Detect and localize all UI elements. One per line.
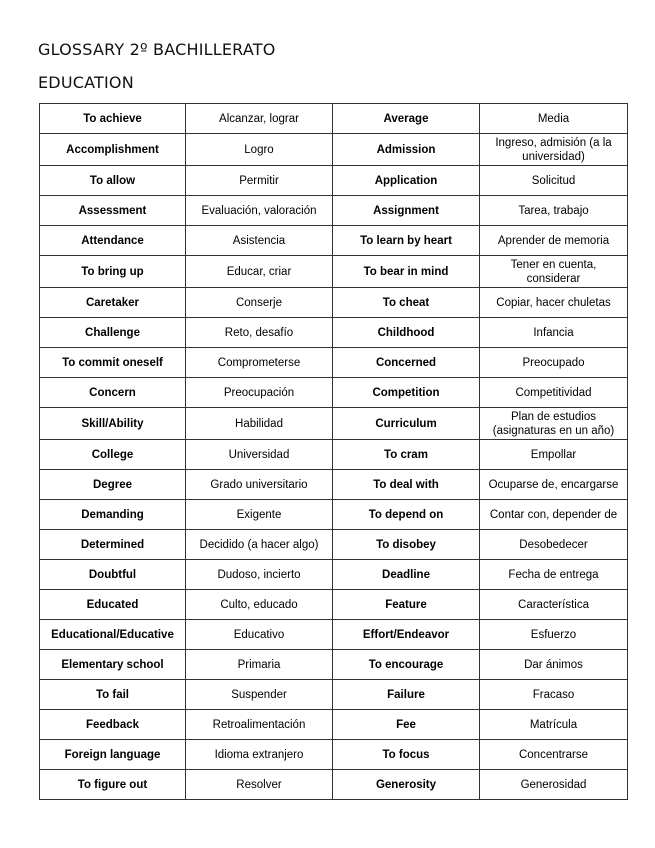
table-row	[40, 256, 628, 288]
table-row	[40, 104, 628, 134]
english-term: To deal with	[333, 470, 480, 500]
spanish-translation: Culto, educado	[186, 590, 333, 620]
english-term: To encourage	[333, 650, 480, 680]
spanish-translation: Desobedecer	[480, 530, 628, 560]
spanish-translation: Retroalimentación	[186, 710, 333, 740]
english-term: Competition	[333, 378, 480, 408]
table-row	[40, 166, 628, 196]
english-term: To achieve	[40, 104, 186, 134]
spanish-translation: Copiar, hacer chuletas	[480, 288, 628, 318]
english-term: College	[40, 440, 186, 470]
spanish-translation: Idioma extranjero	[186, 740, 333, 770]
english-term: To learn by heart	[333, 226, 480, 256]
spanish-translation: Esfuerzo	[480, 620, 628, 650]
spanish-translation: Exigente	[186, 500, 333, 530]
spanish-translation: Universidad	[186, 440, 333, 470]
table-row	[40, 710, 628, 740]
table-row	[40, 440, 628, 470]
english-term: To bring up	[40, 256, 186, 288]
spanish-translation: Asistencia	[186, 226, 333, 256]
english-term: Degree	[40, 470, 186, 500]
english-term: Feedback	[40, 710, 186, 740]
english-term: Fee	[333, 710, 480, 740]
spanish-translation: Tarea, trabajo	[480, 196, 628, 226]
english-term: Assignment	[333, 196, 480, 226]
spanish-translation: Suspender	[186, 680, 333, 710]
table-row	[40, 348, 628, 378]
spanish-translation: Fracaso	[480, 680, 628, 710]
english-term: To bear in mind	[333, 256, 480, 288]
english-term: Assessment	[40, 196, 186, 226]
english-term: Curriculum	[333, 408, 480, 440]
table-row	[40, 620, 628, 650]
english-term: Feature	[333, 590, 480, 620]
english-term: Educational/Educative	[40, 620, 186, 650]
spanish-translation: Primaria	[186, 650, 333, 680]
spanish-translation: Matrícula	[480, 710, 628, 740]
spanish-translation: Comprometerse	[186, 348, 333, 378]
table-row	[40, 560, 628, 590]
english-term: To figure out	[40, 770, 186, 800]
table-row	[40, 470, 628, 500]
english-term: Childhood	[333, 318, 480, 348]
spanish-translation: Reto, desafío	[186, 318, 333, 348]
english-term: To fail	[40, 680, 186, 710]
table-row	[40, 740, 628, 770]
document-title: GLOSSARY 2º BACHILLERATO	[38, 40, 276, 59]
english-term: To cram	[333, 440, 480, 470]
spanish-translation: Infancia	[480, 318, 628, 348]
section-heading: EDUCATION	[38, 73, 134, 92]
english-term: Skill/Ability	[40, 408, 186, 440]
spanish-translation: Logro	[186, 134, 333, 166]
table-row	[40, 590, 628, 620]
spanish-translation: Tener en cuenta, considerar	[480, 256, 628, 288]
english-term: To commit oneself	[40, 348, 186, 378]
english-term: Application	[333, 166, 480, 196]
spanish-translation: Educar, criar	[186, 256, 333, 288]
glossary-body	[40, 104, 628, 800]
english-term: Deadline	[333, 560, 480, 590]
spanish-translation: Ingreso, admisión (a la universidad)	[480, 134, 628, 166]
english-term: Elementary school	[40, 650, 186, 680]
table-row	[40, 650, 628, 680]
english-term: To allow	[40, 166, 186, 196]
spanish-translation: Decidido (a hacer algo)	[186, 530, 333, 560]
spanish-translation: Resolver	[186, 770, 333, 800]
english-term: Admission	[333, 134, 480, 166]
spanish-translation: Plan de estudios (asignaturas en un año)	[480, 408, 628, 440]
spanish-translation: Media	[480, 104, 628, 134]
english-term: To cheat	[333, 288, 480, 318]
spanish-translation: Permitir	[186, 166, 333, 196]
spanish-translation: Alcanzar, lograr	[186, 104, 333, 134]
spanish-translation: Grado universitario	[186, 470, 333, 500]
table-row	[40, 196, 628, 226]
spanish-translation: Dar ánimos	[480, 650, 628, 680]
spanish-translation: Educativo	[186, 620, 333, 650]
spanish-translation: Concentrarse	[480, 740, 628, 770]
spanish-translation: Ocuparse de, encargarse	[480, 470, 628, 500]
english-term: Attendance	[40, 226, 186, 256]
english-term: Accomplishment	[40, 134, 186, 166]
glossary-table	[39, 103, 628, 800]
spanish-translation: Conserje	[186, 288, 333, 318]
spanish-translation: Habilidad	[186, 408, 333, 440]
spanish-translation: Empollar	[480, 440, 628, 470]
english-term: Caretaker	[40, 288, 186, 318]
english-term: Average	[333, 104, 480, 134]
spanish-translation: Solicitud	[480, 166, 628, 196]
table-row	[40, 680, 628, 710]
spanish-translation: Característica	[480, 590, 628, 620]
english-term: Demanding	[40, 500, 186, 530]
english-term: To disobey	[333, 530, 480, 560]
table-row	[40, 378, 628, 408]
spanish-translation: Generosidad	[480, 770, 628, 800]
table-row	[40, 500, 628, 530]
english-term: Foreign language	[40, 740, 186, 770]
table-row	[40, 134, 628, 166]
spanish-translation: Aprender de memoria	[480, 226, 628, 256]
spanish-translation: Competitividad	[480, 378, 628, 408]
spanish-translation: Fecha de entrega	[480, 560, 628, 590]
spanish-translation: Dudoso, incierto	[186, 560, 333, 590]
english-term: Effort/Endeavor	[333, 620, 480, 650]
english-term: To depend on	[333, 500, 480, 530]
spanish-translation: Preocupación	[186, 378, 333, 408]
table-row	[40, 530, 628, 560]
english-term: Educated	[40, 590, 186, 620]
table-row	[40, 408, 628, 440]
table-row	[40, 226, 628, 256]
english-term: Determined	[40, 530, 186, 560]
spanish-translation: Evaluación, valoración	[186, 196, 333, 226]
table-row	[40, 770, 628, 800]
english-term: Doubtful	[40, 560, 186, 590]
spanish-translation: Contar con, depender de	[480, 500, 628, 530]
english-term: To focus	[333, 740, 480, 770]
table-row	[40, 288, 628, 318]
english-term: Concerned	[333, 348, 480, 378]
english-term: Generosity	[333, 770, 480, 800]
english-term: Challenge	[40, 318, 186, 348]
english-term: Failure	[333, 680, 480, 710]
english-term: Concern	[40, 378, 186, 408]
table-row	[40, 318, 628, 348]
spanish-translation: Preocupado	[480, 348, 628, 378]
